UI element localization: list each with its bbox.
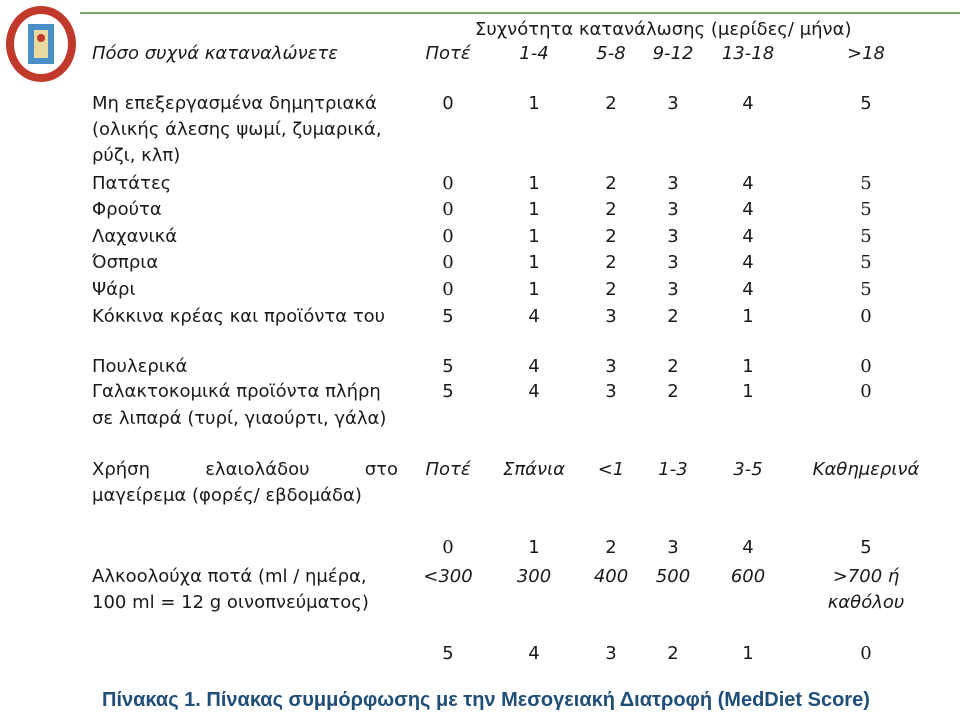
col-header-9-12: 9-12 (652, 43, 694, 64)
col-header-13-18: 13-18 (721, 43, 775, 64)
row-label-grains-line2: (ολικής άλεσης ψωμί, ζυμαρικά, (92, 119, 382, 140)
score-cell: 2 (605, 279, 617, 300)
score-cell: 1 (742, 356, 754, 377)
score-cell: 5 (442, 306, 454, 327)
score-cell: 1 (528, 93, 540, 114)
row-label-fruits: Φρούτα (92, 199, 162, 220)
score-cell: 3 (605, 643, 617, 664)
score-cell: 2 (667, 356, 679, 377)
score-cell: 4 (528, 381, 540, 402)
score-cell: 3 (667, 199, 679, 220)
score-cell: 3 (667, 93, 679, 114)
olive-oil-col-rarely: Σπάνια (502, 459, 566, 480)
alcohol-col-600: 600 (730, 566, 766, 587)
score-cell: 4 (742, 93, 754, 114)
score-cell: 1 (528, 226, 540, 247)
alcohol-col-gt700: >700 ή (832, 566, 900, 587)
score-cell: 0 (442, 93, 454, 114)
question-label: Πόσο συχνά καταναλώνετε (92, 43, 338, 64)
alcohol-col-none: καθόλου (827, 592, 905, 613)
alcohol-col-400: 400 (593, 566, 629, 587)
olive-oil-col-daily: Καθημερινά (812, 459, 920, 480)
row-label-grains-line3: ρύζι, κλπ) (92, 145, 181, 166)
col-header-5-8: 5-8 (596, 43, 626, 64)
score-cell: 2 (667, 306, 679, 327)
score-cell: 5 (442, 643, 454, 664)
olive-oil-col-3-5: 3-5 (733, 459, 763, 480)
score-cell: 0 (860, 643, 872, 664)
score-cell: 3 (667, 252, 679, 273)
institution-seal-logo (4, 4, 78, 84)
score-cell: 4 (742, 226, 754, 247)
alcohol-col-300: 300 (516, 566, 552, 587)
alcohol-label-line2: 100 ml = 12 g οινοπνεύματος) (92, 592, 369, 613)
row-label-poultry: Πουλερικά (92, 356, 188, 377)
score-cell: 3 (605, 381, 617, 402)
header-rule (80, 12, 960, 14)
score-cell: 4 (742, 173, 754, 194)
score-cell: 0 (442, 173, 454, 194)
score-cell: 2 (667, 643, 679, 664)
score-cell: 5 (860, 279, 872, 300)
table-caption: Πίνακας 1. Πίνακας συμμόρφωσης με την Μεσογειακή Διατροφή (MedDiet Score) (102, 689, 870, 711)
score-cell: 5 (860, 537, 872, 558)
score-cell: 3 (605, 356, 617, 377)
olive-oil-label-line2: μαγείρεμα (φορές/ εβδομάδα) (92, 485, 362, 506)
score-cell: 4 (528, 356, 540, 377)
olive-oil-word: Χρήση (92, 459, 150, 480)
frequency-title: Συχνότητα κατανάλωσης (μερίδες/ μήνα) (475, 19, 852, 40)
score-cell: 5 (860, 226, 872, 247)
score-cell: 3 (667, 226, 679, 247)
olive-oil-col-lt1: <1 (597, 459, 625, 480)
score-cell: 2 (605, 252, 617, 273)
score-cell: 2 (605, 93, 617, 114)
col-header-1-4: 1-4 (519, 43, 549, 64)
score-cell: 5 (860, 173, 872, 194)
alcohol-col-500: 500 (655, 566, 691, 587)
score-cell: 3 (667, 537, 679, 558)
score-cell: 4 (742, 199, 754, 220)
score-cell: 5 (860, 199, 872, 220)
score-cell: 4 (742, 252, 754, 273)
score-cell: 0 (860, 306, 872, 327)
score-cell: 5 (860, 252, 872, 273)
score-cell: 5 (442, 356, 454, 377)
score-cell: 2 (605, 537, 617, 558)
col-header-never: Ποτέ (425, 43, 471, 64)
col-header-over-18: >18 (847, 43, 885, 64)
olive-oil-word: στο (364, 459, 398, 480)
score-cell: 5 (442, 381, 454, 402)
row-label-dairy-line2: σε λιπαρά (τυρί, γιαούρτι, γάλα) (92, 408, 387, 429)
score-cell: 0 (442, 279, 454, 300)
score-cell: 2 (605, 173, 617, 194)
score-cell: 4 (528, 306, 540, 327)
score-cell: 0 (442, 252, 454, 273)
score-cell: 3 (667, 173, 679, 194)
score-cell: 4 (742, 279, 754, 300)
row-label-grains-line1: Μη επεξεργασμένα δημητριακά (92, 93, 377, 114)
row-label-fish: Ψάρι (92, 279, 136, 300)
score-cell: 0 (442, 537, 454, 558)
row-label-legumes: Όσπρια (92, 252, 159, 273)
row-label-red-meat: Κόκκινα κρέας και προϊόντα του (92, 306, 386, 327)
score-cell: 2 (605, 199, 617, 220)
score-cell: 0 (860, 381, 872, 402)
score-cell: 1 (528, 252, 540, 273)
alcohol-label-line1: Αλκοολούχα ποτά (ml / ημέρα, (92, 566, 367, 587)
score-cell: 1 (742, 381, 754, 402)
score-cell: 4 (528, 643, 540, 664)
score-cell: 1 (528, 537, 540, 558)
score-cell: 1 (742, 306, 754, 327)
score-cell: 3 (605, 306, 617, 327)
olive-oil-word: ελαιολάδου (205, 459, 310, 480)
score-cell: 1 (528, 173, 540, 194)
score-cell: 1 (528, 279, 540, 300)
row-label-vegetables: Λαχανικά (92, 226, 178, 247)
score-cell: 1 (528, 199, 540, 220)
score-cell: 2 (605, 226, 617, 247)
row-label-potatoes: Πατάτες (92, 173, 172, 194)
score-cell: 1 (742, 643, 754, 664)
score-cell: 0 (860, 356, 872, 377)
alcohol-col-lt300: <300 (423, 566, 473, 587)
score-cell: 4 (742, 537, 754, 558)
olive-oil-label-line1 (92, 458, 398, 482)
olive-oil-col-never: Ποτέ (425, 459, 471, 480)
score-cell: 0 (442, 199, 454, 220)
score-cell: 2 (667, 381, 679, 402)
score-cell: 0 (442, 226, 454, 247)
score-cell: 5 (860, 93, 872, 114)
row-label-dairy-line1: Γαλακτοκομικά προϊόντα πλήρη (92, 381, 381, 402)
olive-oil-col-1-3: 1-3 (658, 459, 688, 480)
score-cell: 3 (667, 279, 679, 300)
